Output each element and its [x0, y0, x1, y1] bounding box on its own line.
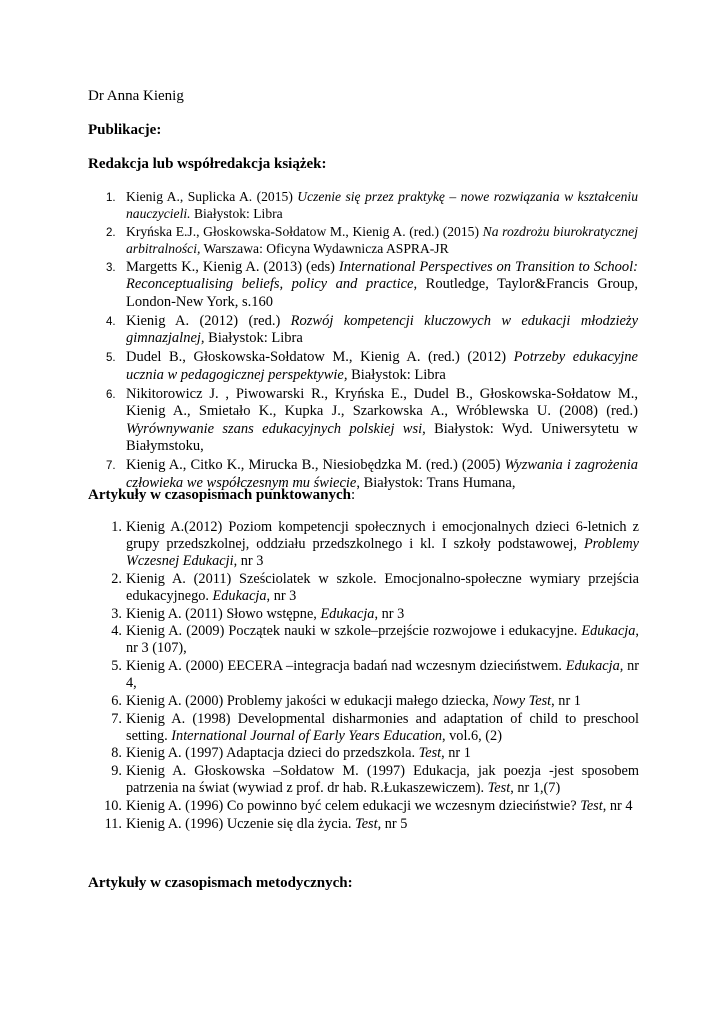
citation-italic-part: Problemy Wczesnej Edukacji: [126, 536, 639, 570]
citation-italic-part: Wyrównywanie szans edukacyjnych polskiej wsi: [126, 420, 423, 437]
citation-italic-part: Test: [355, 815, 378, 832]
citation-text: [126, 711, 639, 744]
citation-part: , nr 1,(7): [510, 780, 561, 797]
books-heading: Redakcja lub współredakcja książek:: [88, 156, 327, 172]
citation-italic-part: Rozwój kompetencji kluczowych w edukacji młodzieży gimnazjalnej,: [126, 312, 639, 347]
citation-part: , nr 1: [441, 745, 471, 762]
articles-heading-colon: :: [350, 487, 356, 503]
citation-italic-part: Edukacja,: [565, 658, 624, 675]
article-item: [111, 623, 639, 657]
citation-part: Warszawa: Oficyna Wydawnicza ASPRA-JR: [200, 240, 449, 256]
author-name: Dr Anna Kienig: [88, 88, 184, 104]
citation-part: Kienig A. Głoskowska –Sołdatow M. (1997) Edukacja, jak poezja -jest sposobem patrzenia na świat (wywiad z prof. dr hab. R.Łukaszewiczem).: [126, 763, 639, 797]
citation-text: [126, 693, 581, 709]
article-item: [111, 763, 639, 797]
book-item: [106, 189, 638, 222]
citation-part: , vol.6, (2): [442, 727, 502, 744]
articles-list: [104, 519, 639, 833]
citation-part: nr 4,: [126, 658, 639, 692]
article-item: [111, 658, 639, 692]
article-item: [111, 745, 639, 762]
list-number: 4.: [111, 623, 122, 640]
citation-part: , nr 3 (107),: [126, 623, 639, 657]
list-number: 2.: [106, 227, 116, 239]
citation-part: Kienig A. (2000) Problemy jakości w edukacji małego dziecka,: [126, 692, 493, 709]
list-number: 5.: [111, 658, 122, 675]
citation-part: , Routledge, Taylor&Francis Group, London-New York, s.160: [126, 276, 638, 310]
book-item: [106, 224, 638, 257]
list-number: 1.: [106, 192, 116, 204]
article-item: [111, 710, 639, 745]
article-item: [104, 815, 639, 833]
article-item: [111, 605, 639, 623]
citation-part: , nr 1: [551, 692, 581, 709]
book-item: [106, 349, 638, 384]
articles-heading-bold: Artykuły w czasopismach punktowanych: [88, 487, 351, 503]
list-number: 1.: [111, 519, 122, 535]
citation-italic-part: Wyzwania i zagrożenia człowieka we współczesnym mu świecie: [126, 457, 638, 491]
citation-part: , Białystok: Wyd. Uniwersytetu w Białymstoku,: [126, 420, 638, 454]
citation-text: [126, 224, 638, 256]
citation-part: Margetts K., Kienig A. (2013) (eds): [126, 259, 339, 275]
books-list: [106, 189, 639, 494]
citation-part: Kienig A. (1996) Uczenie się dla życia.: [126, 815, 356, 832]
list-number: 7.: [106, 460, 116, 473]
list-number: 7.: [111, 710, 122, 727]
citation-text: [126, 763, 639, 796]
citation-part: Kienig A. (2011) Słowo wstępne,: [126, 605, 321, 622]
list-number: 2.: [111, 570, 122, 587]
list-number: 8.: [111, 745, 122, 762]
citation-part: Kienig A. (2000) EECERA –integracja badań nad wczesnym dzieciństwem.: [126, 658, 566, 675]
citation-text: [126, 606, 404, 622]
articles-heading: [88, 487, 355, 504]
article-item: [111, 570, 639, 605]
book-item: [106, 312, 639, 348]
citation-part: Dudel B., Głoskowska-Sołdatow M., Kienig A. (red.) (2012): [126, 349, 514, 366]
citation-italic-part: Potrzeby edukacyjne ucznia w pedagogicznej perspektywie,: [126, 349, 638, 383]
citation-italic-part: Test: [580, 797, 603, 814]
citation-italic-part: Uczenie się przez praktykę – nowe rozwiązania w kształceniu nauczycieli.: [126, 189, 638, 221]
citation-part: Kienig A. (1997) Adaptacja dzieci do przedszkola.: [126, 745, 419, 762]
citation-part: , nr 5: [377, 815, 408, 832]
citation-text: [126, 189, 638, 221]
citation-italic-part: International Perspectives on Transition to School: Reconceptualising beliefs, policy and practice: [126, 259, 638, 293]
publications-heading: Publikacje:: [88, 122, 162, 138]
citation-text: [126, 745, 471, 761]
list-number: 10.: [104, 797, 122, 814]
list-number: 3.: [111, 605, 122, 622]
citation-text: [126, 658, 639, 691]
citation-part: , nr 3: [266, 587, 297, 604]
list-number: 11.: [104, 815, 122, 832]
citation-part: Białystok: Libra: [204, 330, 303, 347]
citation-part: Kryńska E.J., Głoskowska-Sołdatow M., Kienig A. (red.) (2015): [126, 224, 483, 239]
citation-part: , nr 3: [233, 553, 264, 570]
citation-text: [126, 519, 639, 569]
list-number: 9.: [111, 763, 122, 780]
citation-text: [126, 798, 633, 814]
article-item: [111, 692, 639, 710]
book-item: [106, 259, 638, 311]
citation-part: , Białystok: Trans Humana,: [356, 474, 516, 491]
citation-italic-part: International Journal of Early Years Education: [171, 727, 442, 744]
list-number: 3.: [106, 262, 116, 274]
citation-part: Kienig A., Suplicka A. (2015): [126, 189, 298, 204]
citation-part: Kienig A. (2012) (red.): [126, 312, 291, 329]
citation-text: [126, 571, 639, 604]
citation-part: Kienig A. (1996) Co powinno być celem edukacji we wczesnym dzieciństwie?: [126, 797, 581, 814]
citation-part: Kienig A.(2012) Poziom kompetencji społecznych i emocjonalnych dzieci 6-letnich z grupy przedszkolnej, oddziału przedszkolnego i kl. I szkoły podstawowej,: [126, 519, 639, 553]
list-number: 5.: [106, 352, 116, 365]
citation-part: Kienig A. (2011) Sześciolatek w szkole. Emocjonalno-społeczne wymiary przejścia edukacyjnego.: [126, 570, 639, 604]
article-item: [104, 797, 639, 815]
list-number: 4.: [106, 315, 116, 328]
citation-part: Białystok: Libra: [190, 205, 283, 221]
citation-italic-part: Test: [418, 745, 442, 762]
citation-part: Nikitorowicz J. , Piwowarski R., Kryńska E., Dudel B., Głoskowska-Sołdatow M., Kienig A., Smietało K., Kupka J., Szarkowska A., Wróblewska U. (2008) (red.): [126, 386, 638, 420]
book-item: [106, 386, 638, 455]
citation-text: [126, 349, 638, 382]
citation-italic-part: Edukacja: [212, 587, 267, 604]
citation-text: [126, 816, 407, 832]
citation-italic-part: Nowy Test: [492, 692, 552, 709]
list-number: 6.: [111, 692, 122, 709]
citation-text: [126, 457, 638, 490]
citation-part: Kienig A. (1998) Developmental disharmonies and adaptation of child to preschool setting.: [126, 710, 639, 744]
citation-part: Kienig A., Citko K., Mirucka B., Niesiobędzka M. (red.) (2005): [126, 457, 505, 474]
citation-part: , nr 3: [374, 605, 405, 622]
citation-text: [126, 386, 638, 454]
citation-part: , nr 4: [602, 797, 633, 814]
list-number: 6.: [106, 389, 116, 402]
citation-text: [126, 313, 638, 346]
methodical-heading: Artykuły w czasopismach metodycznych:: [88, 875, 353, 891]
citation-italic-part: Edukacja: [581, 623, 636, 640]
citation-text: [126, 623, 639, 656]
article-item: [111, 519, 639, 570]
citation-italic-part: Na rozdrożu biurokratycznej arbitralności,: [126, 224, 638, 256]
citation-italic-part: Edukacja: [320, 605, 375, 622]
citation-part: Kienig A. (2009) Początek nauki w szkole–przejście rozwojowe i edukacyjne.: [126, 623, 582, 640]
citation-text: [126, 259, 638, 310]
citation-part: Białystok: Libra: [347, 366, 446, 383]
citation-italic-part: Test: [487, 780, 511, 797]
